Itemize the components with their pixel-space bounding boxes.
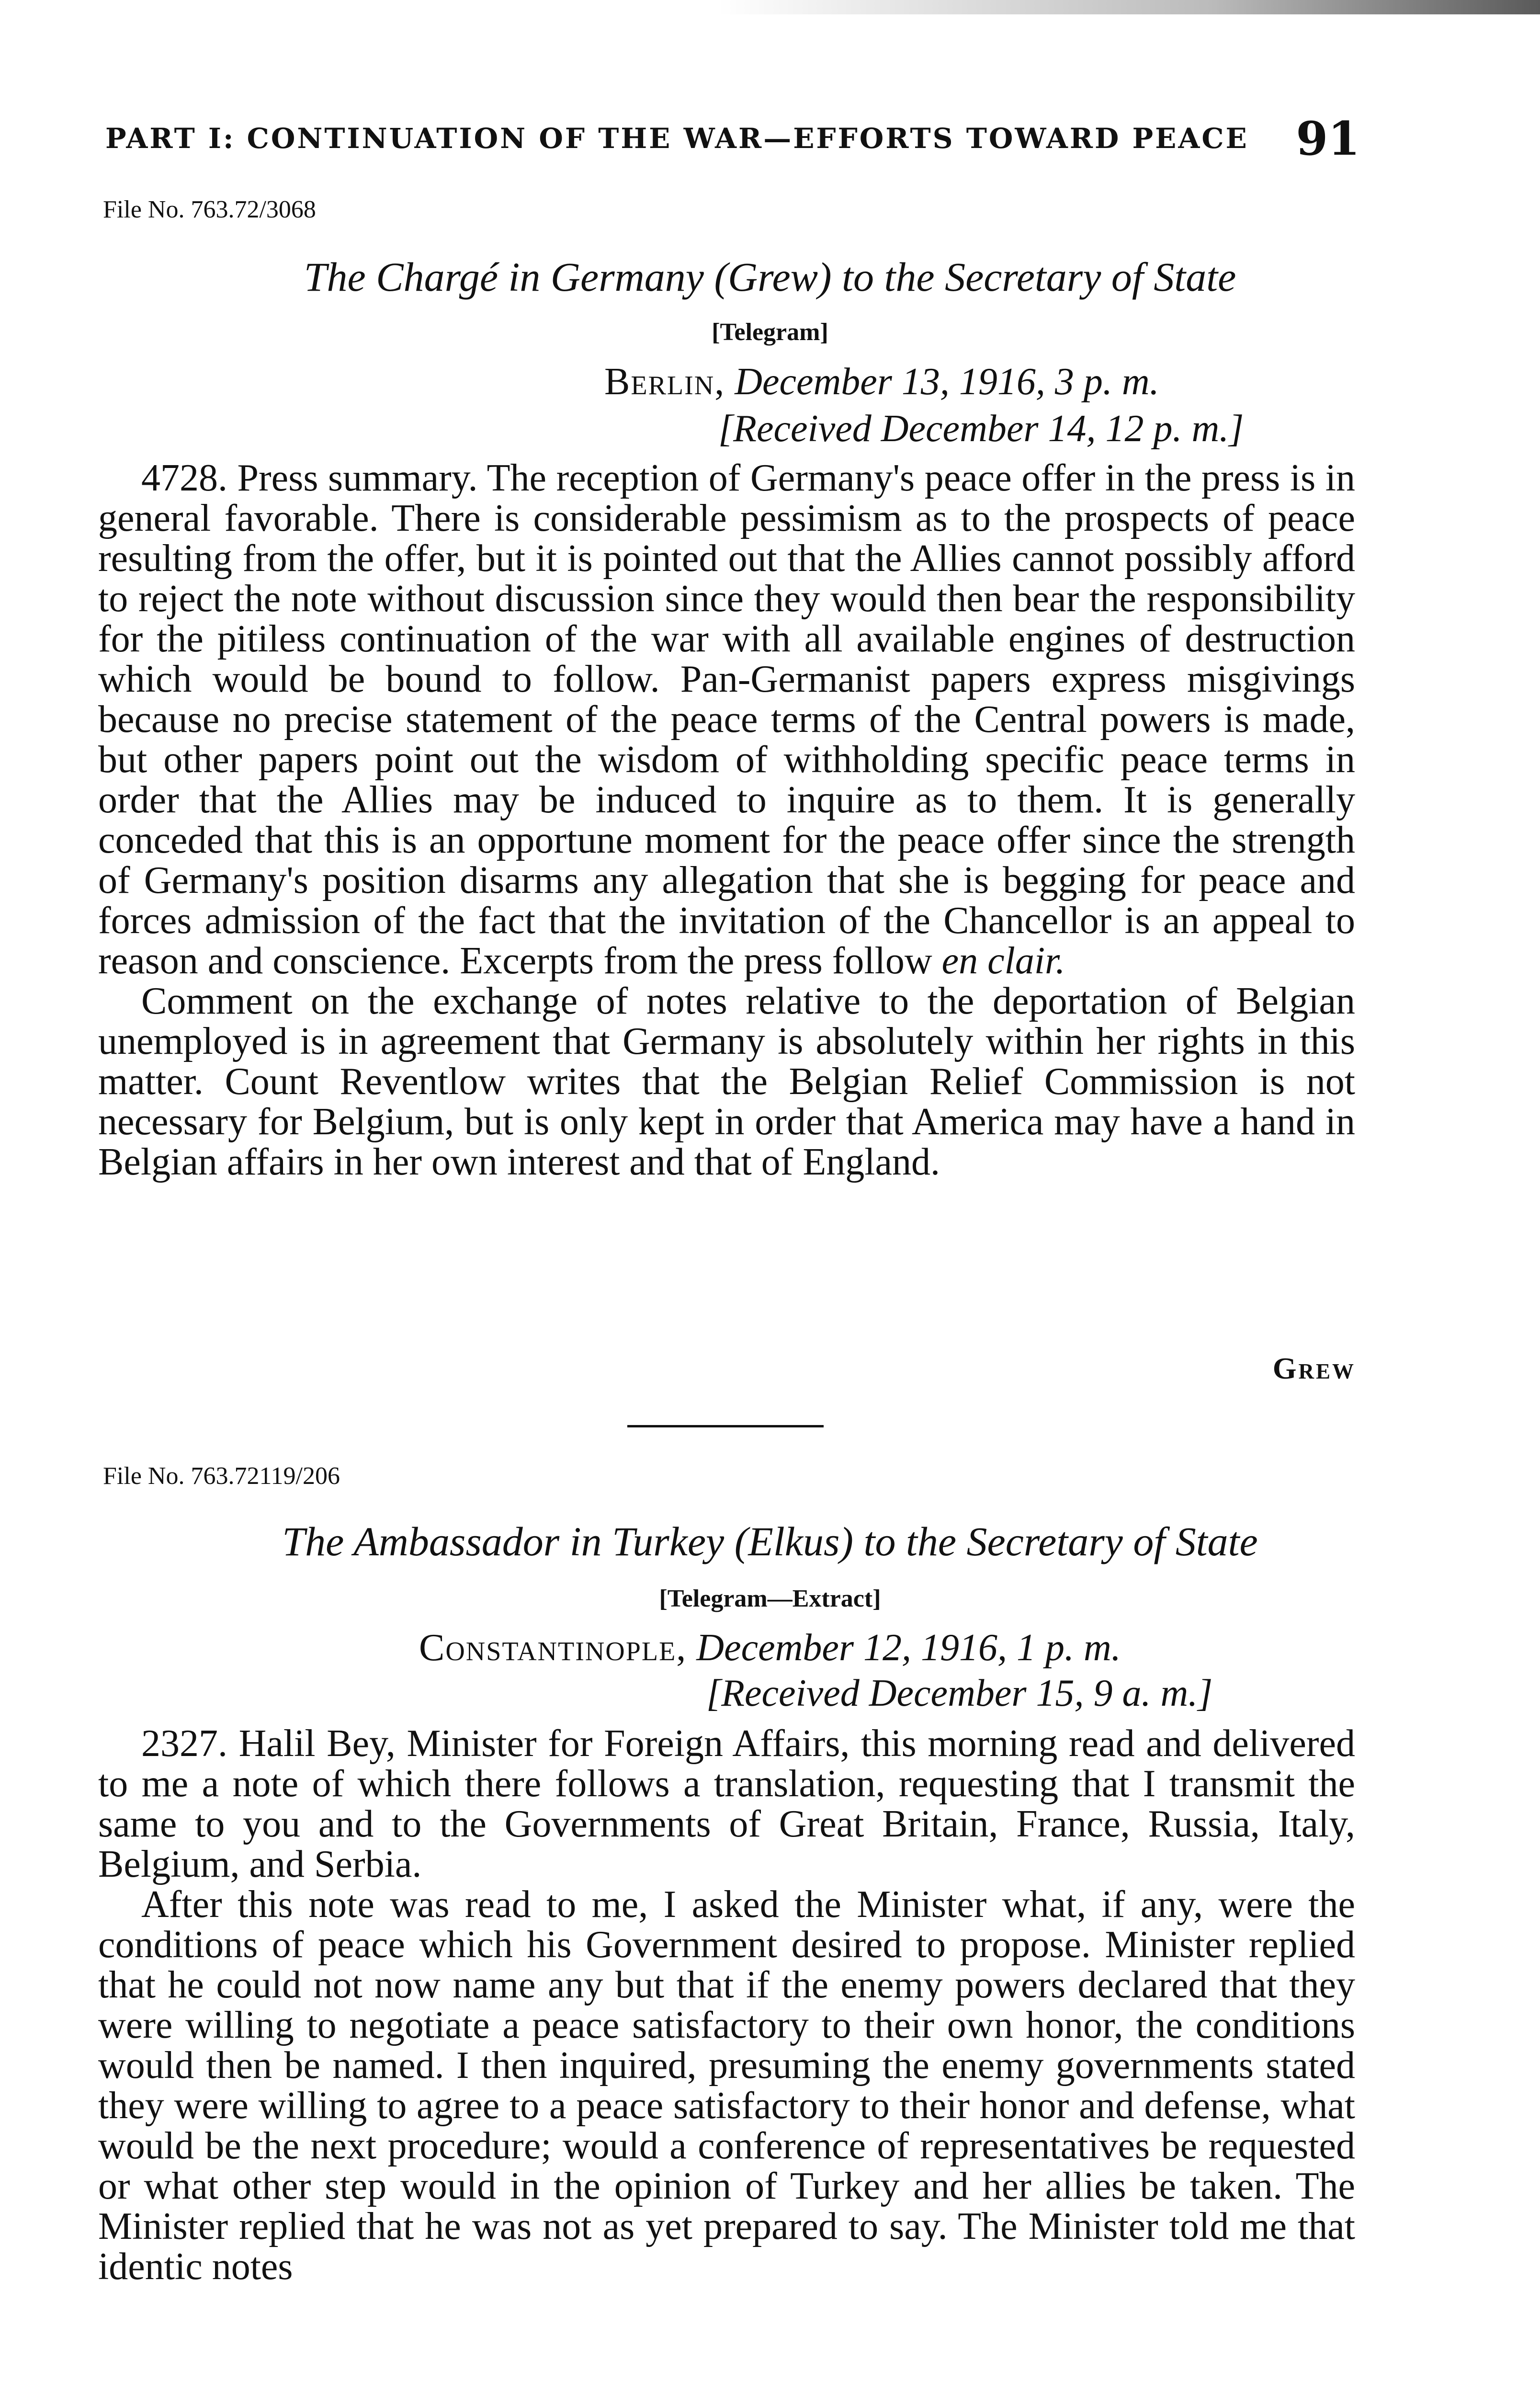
dateline-date: December 13, 1916, 3 p. m. bbox=[735, 361, 1159, 403]
signature: Grew bbox=[1272, 1351, 1356, 1385]
italic-phrase: en clair. bbox=[941, 940, 1065, 982]
paragraph bbox=[98, 458, 1355, 981]
paragraph: 2327. Halil Bey, Minister for Foreign Affairs, this morning read and delivered to me a note of which there follows a translation, requesting that I transmit the same to you and to the Governments of Great Britain, France, Russia, Italy, Belgium, and Serbia. bbox=[98, 1722, 1355, 1885]
page-number: 91 bbox=[1296, 112, 1360, 166]
section-divider bbox=[627, 1425, 824, 1427]
paragraph-text: 4728. Press summary. The reception of Germany's peace offer in the press is in general favorable. There is considerable pessimism as to the prospects of peace resulting from the offer, but it is pointed out that the Allies cannot possibly afford to reject the note without discussion since they would then bear the responsibility for the pitiless continuation of the war with all available engines of destruction which would be bound to follow. Pan-Germanist papers express misgivings because no precise statement of the peace terms of the Central powers is made, but other papers point out the wisdom of withholding specific peace terms in order that the Allies may be induced to inquire as to them. It is generally conceded that this is an opportune moment for the peace offer since the strength of Germany's position disarms any allegation that she is begging for peace and forces admission of the fact that the invitation of the Chancellor is an appeal to reason and conscience. Excerpts from the press follow bbox=[98, 457, 1355, 982]
dateline bbox=[604, 360, 1159, 404]
dateline-place: Berlin, bbox=[604, 361, 725, 403]
document-title: The Ambassador in Turkey (Elkus) to the Secretary of State bbox=[282, 1518, 1258, 1564]
document-type: [Telegram—Extract] bbox=[659, 1585, 881, 1612]
paragraph: Comment on the exchange of notes relative to the deportation of Belgian unemployed is in agreement that Germany is absolutely within her rights in this matter. Count Reventlow writes that the Belgian Relief Commission is not necessary for Belgium, but is only kept in order that America may have a hand in Belgian affairs in her own interest and that of England. bbox=[98, 980, 1355, 1183]
running-title: PART I: CONTINUATION OF THE WAR—EFFORTS TOWARD PEACE bbox=[105, 122, 1249, 155]
file-number: File No. 763.72119/206 bbox=[103, 1462, 340, 1490]
paragraph: After this note was read to me, I asked the Minister what, if any, were the conditions of peace which his Government desired to propose. Minister replied that he could not now name any but that if the enemy powers declared that they were willing to negotiate a peace satisfactory to their own honor, the conditions would then be named. I then inquired, presuming the enemy governments stated they were willing to agree to a peace satisfactory to their honor and defense, what would be the next procedure; would a conference of representatives be requested or what other step would in the opinion of Turkey and her allies be taken. The Minister replied that he was not as yet prepared to say. The Minister told me that identic notes bbox=[98, 1883, 1355, 2288]
received-line: [Received December 15, 9 a. m.] bbox=[706, 1672, 1213, 1714]
document-title: The Chargé in Germany (Grew) to the Secretary of State bbox=[304, 254, 1236, 300]
dateline-place: Constantinople, bbox=[419, 1627, 687, 1669]
dateline bbox=[419, 1626, 1121, 1670]
scan-edge-artifact bbox=[718, 0, 1540, 14]
document-body bbox=[98, 458, 1355, 1182]
document-body bbox=[98, 1723, 1355, 2287]
document-type: [Telegram] bbox=[712, 319, 828, 346]
received-line: [Received December 14, 12 p. m.] bbox=[718, 408, 1244, 450]
file-number: File No. 763.72/3068 bbox=[103, 196, 316, 223]
running-header bbox=[105, 108, 1360, 165]
dateline-date: December 12, 1916, 1 p. m. bbox=[696, 1627, 1121, 1669]
